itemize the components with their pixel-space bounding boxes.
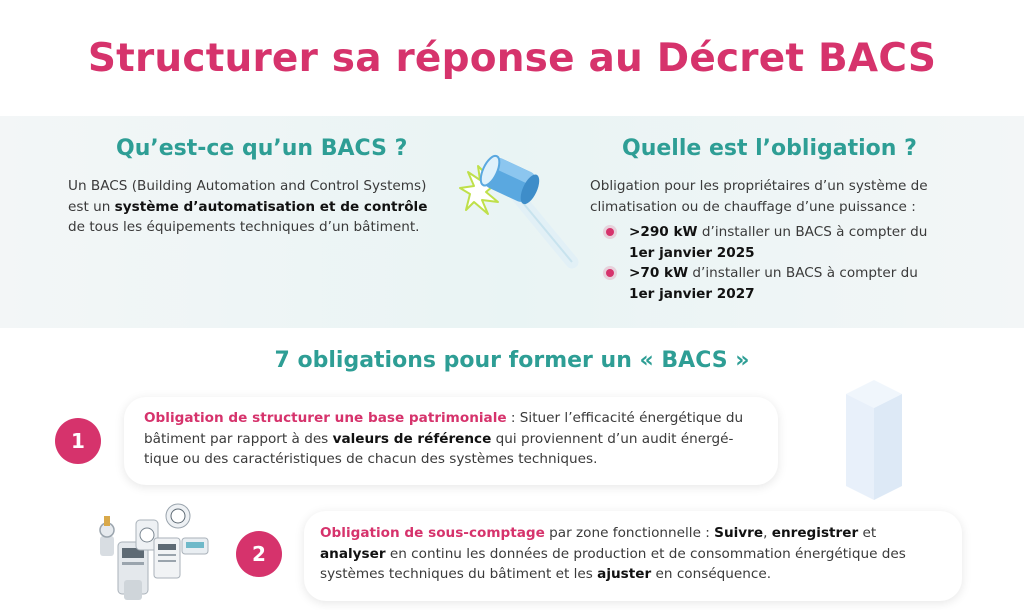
hammer-icon (458, 152, 584, 274)
obligation-item: >70 kW d’installer un BACS à compter du 1er janvier 2027 (629, 263, 941, 304)
step-card: Obligation de sous-comptage par zone fonctionnelle : Suivre, enregistrer et analyser en continu les données de production et de consommation énergétique des systèmes techniques du bâtiment et les ajuster en conséquence. (304, 511, 962, 601)
step-number: 2 (236, 531, 282, 577)
obligation-intro: Obligation pour les propriétaires d’un système de climatisation ou de chauffage d’une puissance : (590, 178, 928, 215)
what-is-heading: Qu’est-ce qu’un BACS ? (116, 136, 408, 161)
step-card: Obligation de structurer une base patrimoniale : Situer l’efficacité énergétique du bâtiment par rapport à des valeurs de référence qui proviennent d’un audit énergé-tique ou des caractéristiques de chacun des systèmes techniques. (124, 397, 778, 485)
bullet-icon (606, 269, 614, 277)
what-is-text: Un BACS (Building Automation and Control Systems) est un système d’automatisation et de contrôle de tous les équipements techniques d’un bâtiment. (68, 178, 428, 235)
page-title: Structurer sa réponse au Décret BACS (87, 36, 937, 81)
obligation-heading: Quelle est l’obligation ? (622, 136, 917, 161)
bullet-icon (606, 228, 614, 236)
section-title: 7 obligations pour former un « BACS » (274, 348, 750, 373)
step-number: 1 (55, 418, 101, 464)
building-tower-icon (846, 380, 902, 500)
what-is-bold: système d’automatisation et de contrôle (114, 198, 428, 215)
obligation-item: >290 kW d’installer un BACS à compter du 1er janvier 2025 (629, 222, 941, 263)
meters-icon (98, 502, 210, 602)
